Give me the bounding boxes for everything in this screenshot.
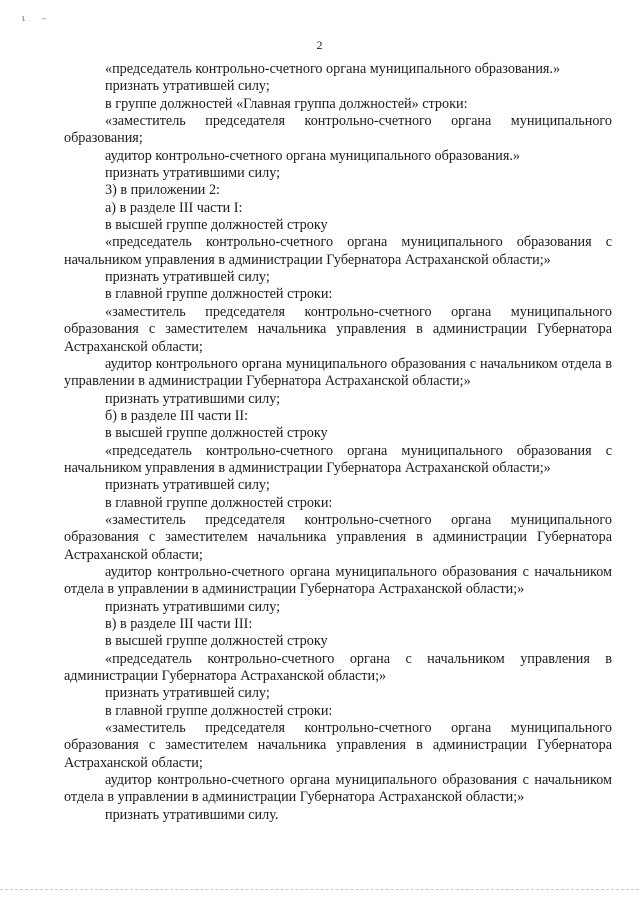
document-paragraph: в) в разделе III части III: bbox=[105, 616, 253, 632]
document-paragraph: аудитор контрольно-счетного органа муниципального образования с начальником отдела в управлении в администрации Губернатора Астраханской области;» bbox=[64, 772, 612, 806]
document-paragraph: признать утратившими силу; bbox=[105, 598, 281, 615]
document-paragraph: «председатель контрольно-счетного органа с начальником управления в администрации Губернатора Астраханской области;» bbox=[64, 650, 612, 685]
document-paragraph: аудитор контрольно-счетного органа муниципального образования.» bbox=[105, 147, 520, 164]
page-number: 2 bbox=[316, 38, 323, 52]
document-paragraph: «председатель контрольно-счетного органа муниципального образования.» bbox=[105, 61, 561, 77]
document-paragraph: «председатель контрольно-счетного органа муниципального образования с начальником управления в администрации Губернатора Астраханской области;» bbox=[64, 234, 612, 268]
document-paragraph: признать утратившей силу; bbox=[105, 477, 270, 494]
document-paragraph: «заместитель председателя контрольно-счетного органа муниципального образования с заместителем начальника управления в администрации Губернатора Астраханской области; bbox=[64, 720, 612, 771]
document-paragraph: в высшей группе должностей строку bbox=[105, 217, 328, 234]
document-paragraph: в высшей группе должностей строку bbox=[105, 633, 328, 650]
document-paragraph: признать утратившими силу; bbox=[105, 165, 281, 182]
document-paragraph: признать утратившей силу; bbox=[105, 78, 270, 95]
document-paragraph: аудитор контрольно-счетного органа муниципального образования с начальником отдела в управлении в администрации Губернатора Астраханской области;» bbox=[64, 563, 612, 598]
document-paragraph: 3) в приложении 2: bbox=[105, 182, 220, 199]
document-paragraph: в главной группе должностей строки: bbox=[105, 494, 333, 511]
document-paragraph: признать утратившей силу; bbox=[105, 269, 270, 286]
document-paragraph: признать утратившей силу; bbox=[105, 685, 270, 702]
document-paragraph: признать утратившими силу; bbox=[105, 390, 281, 407]
document-paragraph: в главной группе должностей строки: bbox=[105, 286, 333, 303]
document-body bbox=[64, 61, 612, 824]
scan-mark: ɩ bbox=[22, 14, 26, 24]
page-bottom-edge bbox=[0, 889, 639, 890]
document-paragraph: в группе должностей «Главная группа должностей» строки: bbox=[105, 95, 468, 112]
document-paragraph: а) в разделе III части I: bbox=[105, 199, 243, 216]
document-paragraph: б) в разделе III части II: bbox=[105, 407, 249, 424]
document-paragraph: признать утратившими силу. bbox=[105, 806, 279, 823]
document-paragraph: в высшей группе должностей строку bbox=[105, 425, 328, 442]
document-paragraph: аудитор контрольного органа муниципального образования с начальником отдела в управлении в администрации Губернатора Астраханской области;» bbox=[64, 355, 612, 390]
document-paragraph: в главной группе должностей строки: bbox=[105, 702, 333, 719]
document-paragraph: «заместитель председателя контрольно-счетного органа муниципального образования; bbox=[64, 113, 612, 147]
document-paragraph: «заместитель председателя контрольно-счетного органа муниципального образования с заместителем начальника управления в администрации Губернатора Астраханской области; bbox=[64, 511, 612, 563]
scan-marks bbox=[22, 14, 60, 24]
document-paragraph: «председатель контрольно-счетного органа муниципального образования с начальником управления в администрации Губернатора Астраханской области;» bbox=[64, 442, 612, 476]
document-paragraph: «заместитель председателя контрольно-счетного органа муниципального образования с заместителем начальника управления в администрации Губернатора Астраханской области; bbox=[64, 303, 612, 355]
scan-mark: – bbox=[41, 14, 47, 24]
